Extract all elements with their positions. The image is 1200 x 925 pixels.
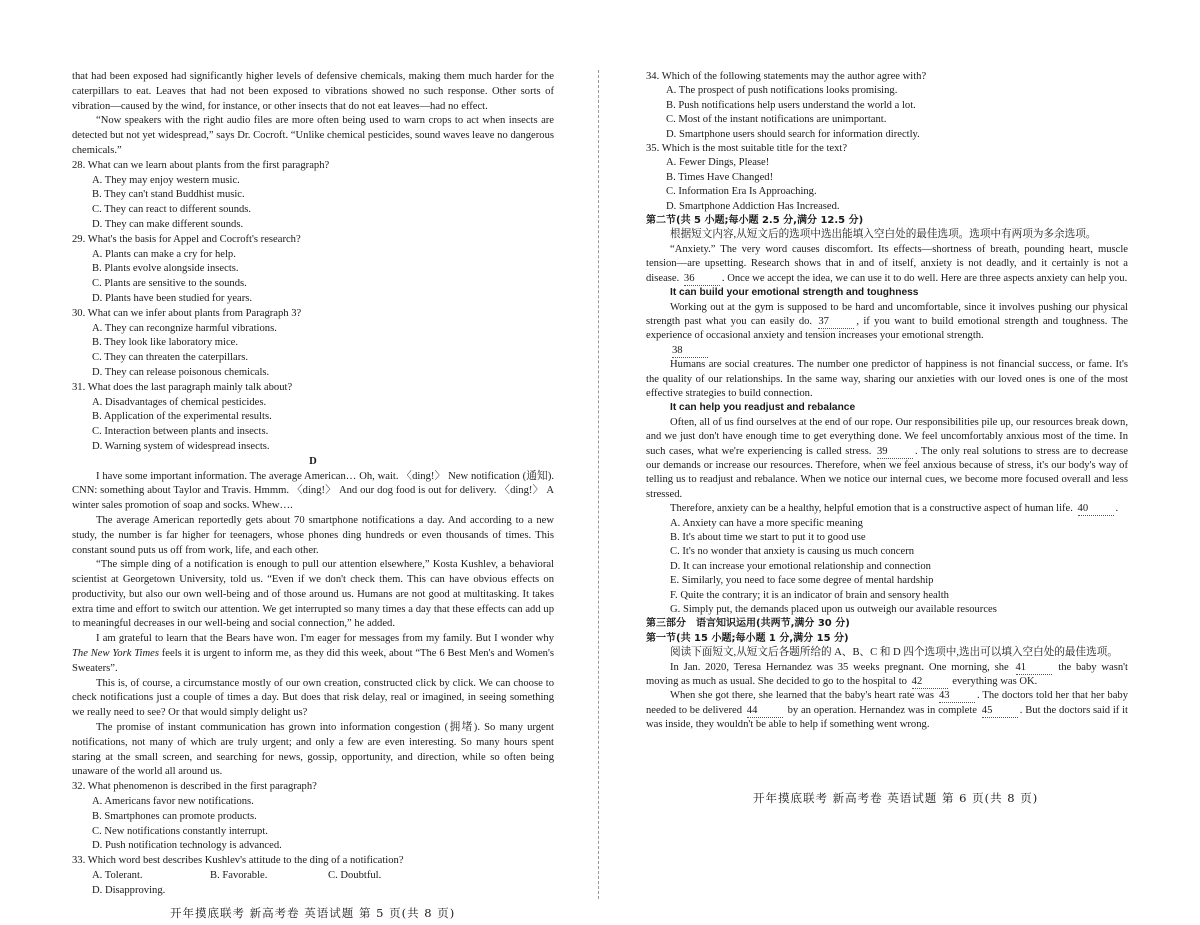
answer-blank-37: 37 — [818, 316, 854, 329]
italic-title: The New York Times — [72, 648, 159, 660]
paragraph — [72, 721, 554, 780]
paragraph — [646, 228, 1128, 242]
paragraph — [72, 558, 554, 632]
answer-options — [72, 396, 554, 455]
question-stem: 35. Which is the most suitable title for the text? — [646, 143, 848, 155]
answer-option: D. Disapproving. — [92, 884, 166, 896]
text-run: Humans are social creatures. The number one predictor of happiness is not financial success, or fame. It's the quality of our relationships. In the same way, sharing our anxieties with our loved ones is one of the most effective strategies to build connection. — [646, 359, 1128, 399]
paragraph — [646, 243, 1128, 286]
paragraph — [72, 70, 554, 114]
answer-option: B. They can't stand Buddhist music. — [92, 189, 245, 201]
paragraph — [646, 301, 1128, 344]
text-run: . — [1115, 503, 1119, 515]
text-run: Working out at the gym is supposed to be hard and uncomfortable, since it involves pushing our physical strength past what you can easily do. — [646, 301, 1128, 327]
left-page-column — [72, 70, 554, 899]
answer-option: D. They can make different sounds. — [92, 218, 244, 230]
text-run: This is, of course, a circumstance mostly of our own creation, constructed click by click. We can choose to check notifications just a couple of times a day. But does that risk delay, real or imagined, in seeing something we really need to see? Or that would simply delight us? — [72, 677, 554, 719]
text-run: When she got there, she learned that the baby's heart rate was — [670, 690, 937, 702]
paragraph — [646, 646, 1128, 660]
paragraph — [646, 416, 1128, 502]
question-stem: 33. Which word best describes Kushlev's attitude to the ding of a notification? — [72, 855, 404, 867]
text-run: by an operation. Hernandez was in complete — [784, 704, 980, 716]
answer-options — [72, 869, 554, 899]
answer-blank-41: 41 — [1016, 662, 1052, 675]
answer-option: D. Warning system of widespread insects. — [92, 440, 270, 452]
answer-option: D. Push notification technology is advanced. — [92, 840, 282, 852]
section-heading: 第二节(共 5 小题;每小题 2.5 分,满分 12.5 分) — [646, 215, 864, 227]
answer-option: C. Interaction between plants and insects. — [92, 426, 269, 438]
question-stem: 34. Which of the following statements may the author agree with? — [646, 71, 927, 82]
answer-option: C. Information Era Is Approaching. — [666, 186, 817, 198]
section-heading: 第一节(共 15 小题;每小题 1 分,满分 15 分) — [646, 632, 849, 644]
answer-option: C. Doubtful. — [328, 870, 382, 882]
answer-option: G. Simply put, the demands placed upon us outweigh our available resources — [670, 604, 997, 616]
section-heading: It can help you readjust and rebalance — [670, 402, 856, 414]
answer-option: F. Quite the contrary; it is an indicator of brain and sensory health — [670, 589, 949, 601]
paragraph — [72, 632, 554, 676]
answer-option: A. They may enjoy western music. — [92, 174, 240, 186]
answer-options — [646, 517, 1128, 618]
text-run: that had been exposed had significantly higher levels of defensive chemicals, making them much harder for the caterpillars to eat. Leaves that had not been exposed to vibrations showed no such response. Other sorts of vibration—caused by the wind, for instance, or other insects that do not eat leaves—had no effect. — [72, 71, 554, 112]
answer-option: D. Plants have been studied for years. — [92, 292, 253, 304]
footer-page-5: 开年摸底联考 新高考卷 英语试题 第 5 页(共 8 页) — [170, 906, 456, 920]
question-stem: 31. What does the last paragraph mainly talk about? — [72, 381, 293, 393]
answer-option: C. They can react to different sounds. — [92, 204, 252, 216]
answer-option: B. Application of the experimental results. — [92, 411, 272, 423]
footer-page-6: 开年摸底联考 新高考卷 英语试题 第 6 页(共 8 页) — [753, 791, 1039, 805]
answer-blank-45: 45 — [982, 705, 1018, 718]
text-run: In Jan. 2020, Teresa Hernandez was 35 weeks pregnant. One morning, she — [670, 661, 1014, 673]
text-run: I am grateful to learn that the Bears have won. I'm eager for messages from my family. But I wonder why — [96, 633, 554, 645]
answer-options — [72, 322, 554, 381]
answer-option: C. New notifications constantly interrupt. — [92, 825, 268, 837]
paragraph — [72, 470, 554, 514]
text-run: “The simple ding of a notification is enough to pull our attention elsewhere,” Kosta Kushlev, a behavioral scientist at Georgetown University, told us. “Even if we don't check them. This can have obvious effects on productivity, but also our own well-being and of those around us. Humans are not good at multitasking. It takes extra time and effort to switch our attention. We get interrupted so many times a day that these effects can add up to meaningful decreases in our well-being and social connection,” he added. — [72, 559, 554, 630]
page-divider — [598, 70, 599, 899]
text-run: 根据短文内容,从短文后的选项中选出能填入空白处的最佳选项。选项中有两项为多余选项。 — [670, 229, 1097, 241]
answer-blank-38: 38 — [672, 345, 708, 358]
answer-option: A. They can recongnize harmful vibrations. — [92, 322, 277, 334]
answer-option: D. They can release poisonous chemicals. — [92, 366, 270, 378]
text-run: “Now speakers with the right audio files are more often being used to warn crops to act when insects are detected but not yet widespread,” says Dr. Cocroft. “Unlike chemical pesticides, sound waves leave no dangerous chemicals.” — [72, 115, 554, 156]
paragraph — [72, 677, 554, 721]
paragraph — [646, 661, 1128, 690]
text-run: “Anxiety.” The very word causes discomfort. Its effects—shortness of breath, pounding heart, muscle tension—are upsetting. Research shows that in and of itself, anxiety is not deadly, and it certainly is not a disease. — [646, 243, 1128, 284]
answer-blank-36: 36 — [684, 273, 720, 286]
answer-option: B. Push notifications help users understand the world a lot. — [666, 99, 916, 111]
answer-options — [72, 248, 554, 307]
answer-options — [646, 156, 1128, 214]
text-run: . The doctors told her that her baby needed to be delivered — [646, 690, 1128, 716]
answer-blank-44: 44 — [747, 705, 783, 718]
answer-option: A. Anxiety can have a more specific meaning — [670, 517, 863, 529]
answer-option: A. Disadvantages of chemical pesticides. — [92, 396, 267, 408]
answer-option: B. Times Have Changed! — [666, 171, 774, 183]
paragraph — [646, 358, 1128, 401]
text-run: 阅读下面短文,从短文后各题所给的 A、B、C 和 D 四个选项中,选出可以填入空白处的最佳选项。 — [670, 647, 1118, 659]
question-stem: 30. What can we infer about plants from Paragraph 3? — [72, 307, 302, 319]
answer-blank-40: 40 — [1078, 503, 1114, 516]
question-stem: 29. What's the basis for Appel and Cocroft's research? — [72, 233, 301, 245]
paragraph — [72, 114, 554, 158]
paragraph — [646, 502, 1128, 516]
text-run: . Once we accept the idea, we can use it to do well. Here are three aspects anxiety can help you. — [721, 272, 1128, 284]
text-run: . But the doctors said if it was inside, they wouldn't be able to help if something went wrong. — [646, 704, 1128, 731]
answer-option: C. It's no wonder that anxiety is causing us much concern — [670, 546, 915, 558]
answer-option: B. It's about time we start to put it to good use — [670, 532, 866, 543]
answer-option: D. Smartphone Addiction Has Increased. — [666, 200, 840, 212]
answer-option: C. Plants are sensitive to the sounds. — [92, 278, 247, 290]
right-page-column — [646, 70, 1128, 733]
answer-options — [72, 174, 554, 233]
text-run: . The only real solutions to stress are to decrease our demands or increase our resources. Therefore, when we feel anxious because of stress, it's our body's way of telling us to readjust and rebalance. When we notice our internal cues, we become more focused overall and less stressed. — [646, 445, 1128, 500]
text-run: everything was OK. — [949, 676, 1038, 688]
answer-option: A. Plants can make a cry for help. — [92, 248, 236, 260]
answer-option: A. Tolerant. — [92, 870, 143, 882]
answer-option: C. They can threaten the caterpillars. — [92, 352, 248, 364]
answer-options — [72, 795, 554, 854]
answer-blank-42: 42 — [912, 676, 948, 689]
text-run: I have some important information. The average American… Oh, wait. 〈ding!〉 New notification (通知). CNN: something about Taylor and Travis. Hmmm. 〈ding!〉 And our dog food is out for delivery. 〈ding!〉 A winter sales promotion of soap and socks. Whew…. — [72, 470, 554, 512]
answer-option: B. Plants evolve alongside insects. — [92, 263, 239, 275]
text-run: , if you want to build emotional strength and toughness. The experience of occasional anxiety and tension increases your emotional strength. — [646, 315, 1128, 342]
answer-blank-43: 43 — [939, 690, 975, 703]
text-run: Therefore, anxiety can be a healthy, helpful emotion that is a constructive aspect of human life. — [670, 503, 1076, 515]
answer-option: B. Smartphones can promote products. — [92, 810, 257, 822]
answer-option: D. Smartphone users should search for information directly. — [666, 128, 920, 140]
section-heading: D — [309, 455, 317, 467]
text-run: Often, all of us find ourselves at the end of our rope. Our responsibilities pile up, our resources break down, and we just don't have enough time to get everything done. We feel uncomfortably anxious most of the time. In such cases, what we're experiencing is called stress. — [646, 416, 1128, 457]
paragraph — [646, 689, 1128, 732]
paragraph — [646, 344, 1128, 358]
question-stem: 28. What can we learn about plants from the first paragraph? — [72, 159, 330, 171]
text-run: The average American reportedly gets about 70 smartphone notifications a day. And according to a new study, the number is far higher for teenagers, whose phones ding hundreds or even thousands of times. This constant sound puts us off from work, life, and each other. — [72, 514, 554, 556]
answer-options — [646, 84, 1128, 142]
text-run: The promise of instant communication has grown into information congestion (拥堵). So many urgent notifications, not many of which are truly urgent; and only a few are even interesting. So many hours spent staring at the small screen, and searching for news, gossip, opportunity, and direction, while so often being unaware of the world all around us. — [72, 722, 554, 778]
text-run: feels it is urgent to inform me, as they did this week, about “The 6 Best Men's and Women's Sweaters”. — [72, 648, 555, 674]
answer-option: A. Americans favor new notifications. — [92, 796, 254, 808]
answer-option: B. They look like laboratory mice. — [92, 337, 239, 349]
question-stem: 32. What phenomenon is described in the first paragraph? — [72, 781, 317, 793]
section-heading: 第三部分 语言知识运用(共两节,满分 30 分) — [646, 618, 850, 630]
answer-blank-39: 39 — [877, 446, 913, 459]
paragraph — [72, 514, 554, 558]
answer-option: A. The prospect of push notifications looks promising. — [666, 85, 898, 97]
section-heading: It can build your emotional strength and toughness — [670, 287, 919, 299]
answer-option: D. It can increase your emotional relationship and connection — [670, 560, 931, 572]
answer-option: E. Similarly, you need to face some degree of mental hardship — [670, 575, 934, 587]
answer-option: A. Fewer Dings, Please! — [666, 157, 770, 169]
answer-option: B. Favorable. — [210, 870, 268, 882]
answer-option: C. Most of the instant notifications are unimportant. — [666, 114, 887, 126]
text-run: the baby wasn't moving as much as usual. She decided to go to the hospital to — [646, 661, 1128, 688]
